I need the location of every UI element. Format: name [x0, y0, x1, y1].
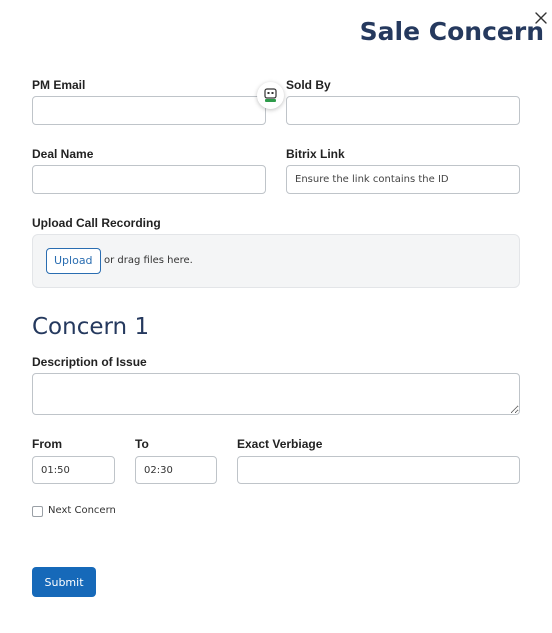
- deal-name-label: Deal Name: [32, 147, 94, 161]
- submit-button[interactable]: Submit: [32, 567, 96, 597]
- drag-hint: or drag files here.: [104, 255, 193, 266]
- to-label: To: [135, 437, 149, 451]
- concern-heading: Concern 1: [32, 314, 150, 340]
- from-time-input[interactable]: [32, 456, 115, 484]
- to-time-input[interactable]: [135, 456, 217, 484]
- deal-name-input[interactable]: [32, 165, 266, 194]
- pm-email-input[interactable]: [32, 96, 266, 125]
- dialog-title: Sale Concern: [359, 17, 544, 46]
- upload-button[interactable]: Upload: [46, 248, 101, 274]
- bitrix-link-input[interactable]: [286, 165, 520, 194]
- upload-label: Upload Call Recording: [32, 216, 161, 230]
- description-textarea[interactable]: [32, 373, 520, 415]
- from-label: From: [32, 437, 62, 451]
- bitrix-link-label: Bitrix Link: [286, 147, 345, 161]
- description-label: Description of Issue: [32, 355, 147, 369]
- sold-by-label: Sold By: [286, 78, 331, 92]
- upload-dropzone[interactable]: [32, 234, 520, 288]
- next-concern-label[interactable]: Next Concern: [48, 505, 116, 516]
- verbiage-label: Exact Verbiage: [237, 437, 323, 451]
- next-concern-checkbox[interactable]: [32, 506, 43, 517]
- sold-by-input[interactable]: [286, 96, 520, 125]
- pm-email-label: PM Email: [32, 78, 86, 92]
- verbiage-input[interactable]: [237, 456, 520, 484]
- robot-icon[interactable]: [257, 82, 284, 109]
